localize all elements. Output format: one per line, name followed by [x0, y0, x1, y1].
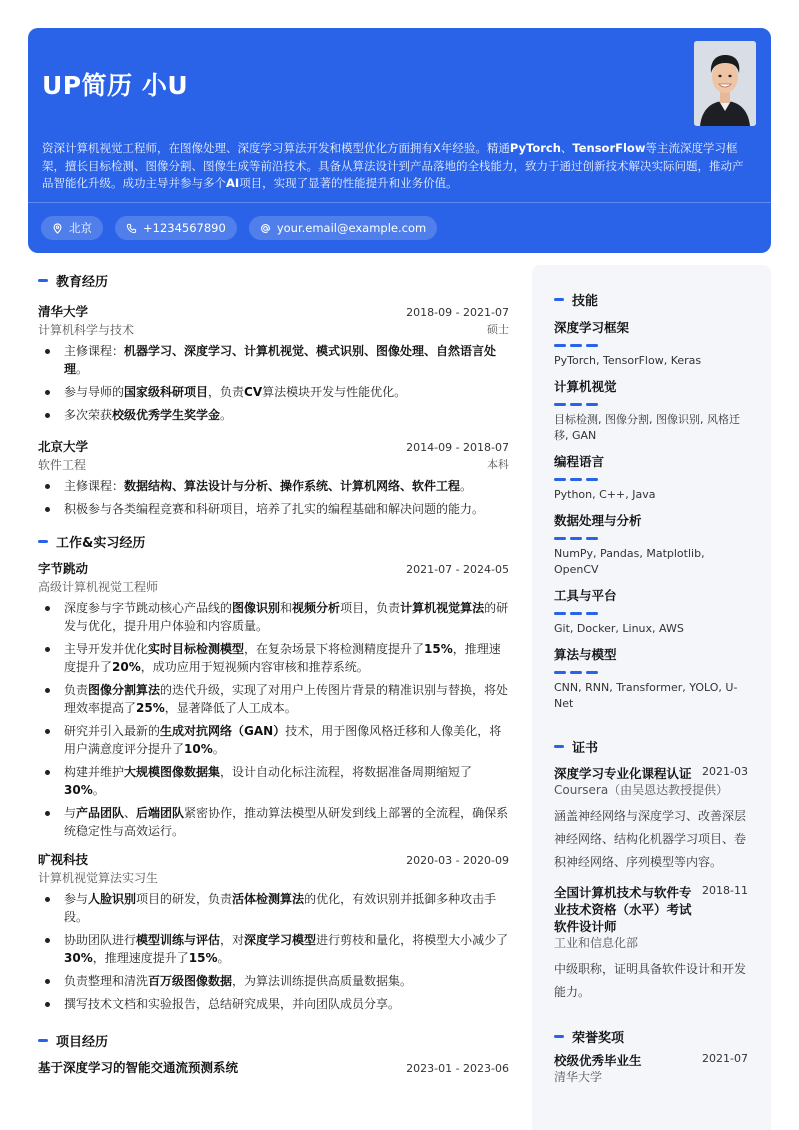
- job-role: 高级计算机视觉工程师: [38, 580, 159, 594]
- bullet-item: [38, 406, 509, 424]
- section-marker: [554, 745, 564, 748]
- issuer: 清华大学: [554, 1070, 603, 1084]
- contact-location: [41, 216, 103, 240]
- degree: 本科: [487, 458, 509, 471]
- main-column: [28, 270, 518, 1076]
- text-run: ，对: [220, 933, 245, 947]
- text-run: 。: [76, 362, 89, 376]
- text-run: 与: [64, 806, 77, 820]
- emphasis-text: 30%: [64, 951, 93, 965]
- emphasis-text: 产品团队: [76, 806, 125, 820]
- education-list: [28, 302, 518, 518]
- text-run: 主导开发并优化: [64, 642, 149, 656]
- location-text: 北京: [69, 221, 92, 235]
- text-run: 项目的研发，负责: [136, 892, 233, 906]
- entry-subline: [38, 456, 509, 473]
- section-title-text: 荣誉奖项: [572, 1030, 625, 1046]
- emphasis-text: 25%: [136, 701, 165, 715]
- company-name: 旷视科技: [38, 852, 89, 867]
- contact-list: [41, 216, 437, 240]
- section-marker: [554, 1035, 564, 1038]
- contact-phone[interactable]: [115, 216, 237, 240]
- at-sign-icon: [260, 223, 271, 234]
- text-run: 参与导师的: [64, 385, 125, 399]
- section-title-text: 教育经历: [56, 274, 109, 290]
- level-dot: [570, 537, 582, 540]
- level-dot: [554, 344, 566, 347]
- section-title-text: 技能: [572, 293, 599, 309]
- entry-subline: [38, 869, 509, 886]
- text-run: 。: [460, 479, 473, 493]
- emphasis-text: 深度学习模型: [244, 933, 317, 947]
- date: 2018-11: [702, 884, 748, 897]
- section-marker: [38, 1039, 48, 1042]
- text-run: 项目，负责: [340, 601, 401, 615]
- section-title-text: 证书: [572, 740, 599, 756]
- bullet-item: [38, 477, 509, 495]
- text-run: ，成功应用于短视频内容审核和推荐系统。: [140, 660, 369, 674]
- emphasis-text: 15%: [424, 642, 453, 656]
- text-run: 主修课程：: [64, 344, 125, 358]
- honors-list: [554, 1052, 748, 1086]
- education-entry: [38, 437, 509, 518]
- emphasis-text: 模型训练与评估: [136, 933, 221, 947]
- date-range: 2018-09 - 2021-07: [406, 306, 509, 319]
- text-run: ，负责: [208, 385, 245, 399]
- skill-group-name: 数据处理与分析: [554, 513, 642, 528]
- level-dot: [586, 344, 598, 347]
- text-run: 和: [280, 601, 293, 615]
- level-dot: [586, 612, 598, 615]
- section-certificates-title: [554, 736, 748, 756]
- school-name: 北京大学: [38, 439, 89, 454]
- level-dot: [586, 478, 598, 481]
- text-run: 协助团队进行: [64, 933, 137, 947]
- level-dot: [554, 403, 566, 406]
- phone-icon: [126, 223, 137, 234]
- skill-level-indicator: [554, 344, 748, 347]
- header-divider: [28, 202, 771, 203]
- level-dot: [554, 671, 566, 674]
- emphasis-text: 活体检测算法: [232, 892, 305, 906]
- education-entry: [38, 302, 509, 424]
- skill-group-name: 算法与模型: [554, 647, 617, 662]
- section-education-title: [38, 270, 518, 290]
- work-entry: [38, 850, 509, 1013]
- emphasis-text: PyTorch: [509, 141, 561, 155]
- text-run: 算法模块开发与性能优化。: [262, 385, 407, 399]
- section-marker: [554, 298, 564, 301]
- bullet-list: [38, 599, 509, 840]
- emphasis-text: 30%: [64, 783, 93, 797]
- text-run: 等主流深度学习框架，擅长目标检测、图像分割、图像生成等前沿技术。具备从算法设计到产品落地的全栈能力，致力于通过创新技术解决实际问题，推动产品智能化升级。成功主导并参与多个: [42, 141, 744, 190]
- level-dot: [570, 344, 582, 347]
- job-role: 计算机视觉算法实习生: [38, 871, 159, 885]
- text-run: ，推理速度提升了: [64, 642, 501, 674]
- emphasis-text: 图像识别: [232, 601, 281, 615]
- section-projects-title: [38, 1030, 518, 1050]
- certificate-entry: [554, 765, 748, 874]
- skill-group: [554, 645, 748, 712]
- emphasis-text: CV: [244, 385, 263, 399]
- emphasis-text: 大规模图像数据集: [124, 765, 221, 779]
- date: 2021-03: [702, 765, 748, 778]
- text-run: 深度参与字节跳动核心产品线的: [64, 601, 233, 615]
- school-name: 清华大学: [38, 304, 89, 319]
- emphasis-text: 15%: [188, 951, 218, 965]
- text-run: 研究并引入最新的: [64, 724, 161, 738]
- emphasis-text: 校级优秀学生奖学金: [112, 408, 221, 422]
- date-range: 2020-03 - 2020-09: [406, 854, 509, 867]
- date: 2021-07: [702, 1052, 748, 1065]
- emphasis-text: 后端团队: [136, 806, 185, 820]
- certificate-header: [554, 884, 748, 935]
- emphasis-text: AI: [226, 176, 240, 190]
- skill-level-indicator: [554, 612, 748, 615]
- profile-summary: [42, 140, 754, 193]
- emphasis-text: 图像分割算法: [88, 683, 161, 697]
- text-run: 项目，实现了显著的性能提升和业务价值。: [239, 176, 458, 190]
- bullet-item: [38, 722, 509, 758]
- text-run: 。: [220, 408, 233, 422]
- skill-level-indicator: [554, 537, 748, 540]
- text-run: 进行剪枝和量化，将模型大小减少了: [316, 933, 509, 947]
- skill-group-name: 编程语言: [554, 454, 605, 469]
- honor-name: 校级优秀毕业生: [554, 1053, 642, 1068]
- bullet-list: [38, 890, 509, 1013]
- skills-list: [554, 318, 748, 712]
- text-run: ，为算法训练提供高质量数据集。: [232, 974, 413, 988]
- bullet-item: [38, 890, 509, 926]
- profile-photo: [694, 41, 756, 126]
- sidebar: [532, 265, 771, 1130]
- date-range: 2014-09 - 2018-07: [406, 441, 509, 454]
- emphasis-text: 百万级图像数据: [148, 974, 233, 988]
- bullet-item: [38, 342, 509, 378]
- skill-group: [554, 586, 748, 637]
- entry-header: [38, 437, 509, 455]
- level-dot: [586, 671, 598, 674]
- level-dot: [586, 403, 598, 406]
- bullet-item: [38, 763, 509, 799]
- section-marker: [38, 540, 48, 543]
- skill-group: [554, 452, 748, 503]
- contact-email[interactable]: [249, 216, 437, 240]
- emphasis-text: 人脸识别: [88, 892, 137, 906]
- bullet-item: [38, 640, 509, 676]
- skill-items: 目标检测, 图像分割, 图像识别, 风格迁移, GAN: [554, 413, 740, 442]
- emphasis-text: 机器学习、深度学习、计算机视觉、模式识别、图像处理、自然语言处理: [64, 344, 497, 376]
- section-skills-title: [554, 289, 748, 309]
- text-run: 资深计算机视觉工程师，在图像处理、深度学习算法开发和模型优化方面拥有X年经验。精通: [42, 141, 510, 155]
- text-run: 的研发与优化，提升用户体验和内容质量。: [64, 601, 509, 633]
- text-run: 技术，用于图像风格迁移和人像美化，将用户满意度评分提升了: [64, 724, 502, 756]
- level-dot: [554, 537, 566, 540]
- bullet-list: [38, 477, 509, 518]
- major: 软件工程: [38, 458, 87, 472]
- text-run: 负责: [64, 683, 89, 697]
- level-dot: [570, 612, 582, 615]
- emphasis-text: 实时目标检测模型: [148, 642, 245, 656]
- entry-header: [38, 559, 509, 577]
- text-run: 负责整理和清洗: [64, 974, 149, 988]
- emphasis-text: 10%: [184, 742, 213, 756]
- certificate-description: 中级职称，证明具备软件设计和开发能力。: [554, 962, 747, 999]
- level-dot: [554, 478, 566, 481]
- level-dot: [586, 537, 598, 540]
- entry-header: [38, 302, 509, 320]
- entry-header: [38, 850, 509, 868]
- text-run: 。: [212, 742, 225, 756]
- skill-items: Python, C++, Java: [554, 488, 656, 501]
- section-work-title: [38, 531, 518, 551]
- candidate-name: UP简历 小U: [42, 71, 189, 100]
- issuer: Coursera（由吴恩达教授提供）: [554, 783, 729, 797]
- work-entry: [38, 559, 509, 840]
- emphasis-text: 生成对抗网络（GAN）: [160, 724, 286, 738]
- section-honors-title: [554, 1026, 748, 1046]
- text-run: 构建并维护: [64, 765, 125, 779]
- text-run: ，显著降低了人工成本。: [164, 701, 297, 715]
- emphasis-text: 视频分析: [292, 601, 341, 615]
- text-run: 、: [124, 806, 137, 820]
- level-dot: [554, 612, 566, 615]
- section-marker: [38, 279, 48, 282]
- phone-text: +1234567890: [143, 221, 226, 235]
- skill-items: PyTorch, TensorFlow, Keras: [554, 354, 702, 367]
- text-run: ，推理速度提升了: [92, 951, 189, 965]
- certificate-entry: [554, 884, 748, 1004]
- entry-subline: [38, 321, 509, 338]
- date-range: 2023-01 - 2023-06: [406, 1062, 509, 1075]
- certificate-header: [554, 765, 748, 782]
- text-run: 。: [92, 783, 105, 797]
- emphasis-text: TensorFlow: [572, 141, 646, 155]
- level-dot: [570, 478, 582, 481]
- certificates-list: [554, 765, 748, 1004]
- bullet-item: [38, 500, 509, 518]
- text-run: ，在复杂场景下将检测精度提升了: [244, 642, 425, 656]
- text-run: 参与: [64, 892, 89, 906]
- skill-group-name: 工具与平台: [554, 588, 617, 603]
- skill-group: [554, 511, 748, 578]
- emphasis-text: 国家级科研项目: [124, 385, 209, 399]
- text-run: 、: [560, 141, 573, 155]
- skill-level-indicator: [554, 671, 748, 674]
- text-run: 积极参与各类编程竞赛和科研项目，培养了扎实的编程基础和解决问题的能力。: [64, 502, 485, 516]
- project-name: 基于深度学习的智能交通流预测系统: [38, 1060, 239, 1075]
- bullet-item: [38, 383, 509, 401]
- text-run: ，设计自动化标注流程，将数据准备周期缩短了: [220, 765, 473, 779]
- issuer: 工业和信息化部: [554, 936, 639, 950]
- company-name: 字节跳动: [38, 561, 89, 576]
- honor-entry: [554, 1052, 748, 1086]
- emphasis-text: 计算机视觉算法: [400, 601, 485, 615]
- certificate-name: 深度学习专业化课程认证: [554, 766, 692, 781]
- skill-items: Git, Docker, Linux, AWS: [554, 622, 684, 635]
- major: 计算机科学与技术: [38, 323, 135, 337]
- skill-items: CNN, RNN, Transformer, YOLO, U-Net: [554, 681, 738, 710]
- date-range: 2021-07 - 2024-05: [406, 563, 509, 576]
- degree: 硕士: [487, 323, 509, 336]
- bullet-item: [38, 804, 509, 840]
- honor-header: [554, 1052, 748, 1069]
- text-run: 的迭代升级，实现了对用户上传图片背景的精准识别与替换，将处理效率提高了: [64, 683, 509, 715]
- skill-group: [554, 377, 748, 444]
- emphasis-text: 数据结构、算法设计与分析、操作系统、计算机网络、软件工程: [124, 479, 461, 493]
- entry-subline: [38, 578, 509, 595]
- bullet-list: [38, 342, 509, 424]
- projects-list: [28, 1058, 518, 1076]
- resume-header: [28, 28, 771, 253]
- skill-group-name: 计算机视觉: [554, 379, 617, 394]
- certificate-name: 全国计算机技术与软件专业技术资格（水平）考试软件设计师: [554, 885, 692, 934]
- skill-group: [554, 318, 748, 369]
- section-title-text: 项目经历: [56, 1034, 109, 1050]
- bullet-item: [38, 972, 509, 990]
- work-list: [28, 559, 518, 1013]
- bullet-item: [38, 931, 509, 967]
- bullet-item: [38, 995, 509, 1013]
- text-run: 主修课程：: [64, 479, 125, 493]
- skill-level-indicator: [554, 478, 748, 481]
- email-text: your.email@example.com: [276, 221, 427, 235]
- emphasis-text: 20%: [112, 660, 141, 674]
- text-run: 撰写技术文档和实验报告，总结研究成果，并向团队成员分享。: [64, 997, 401, 1011]
- project-entry: [38, 1058, 509, 1076]
- bullet-item: [38, 681, 509, 717]
- certificate-description: 涵盖神经网络与深度学习、改善深层神经网络、结构化机器学习项目、卷积神经网络、序列模型等内容。: [554, 809, 747, 869]
- text-run: 多次荣获: [64, 408, 113, 422]
- skill-group-name: 深度学习框架: [554, 320, 630, 335]
- bullet-item: [38, 599, 509, 635]
- level-dot: [570, 403, 582, 406]
- text-run: 的优化，有效识别并抵御多种攻击手段。: [64, 892, 497, 924]
- skill-level-indicator: [554, 403, 748, 406]
- skill-items: NumPy, Pandas, Matplotlib, OpenCV: [554, 547, 705, 576]
- location-pin-icon: [52, 223, 63, 234]
- text-run: 紧密协作，推动算法模型从研发到线上部署的全流程，确保系统稳定性与高效运行。: [64, 806, 509, 838]
- level-dot: [570, 671, 582, 674]
- text-run: 。: [217, 951, 230, 965]
- section-title-text: 工作&实习经历: [56, 535, 146, 551]
